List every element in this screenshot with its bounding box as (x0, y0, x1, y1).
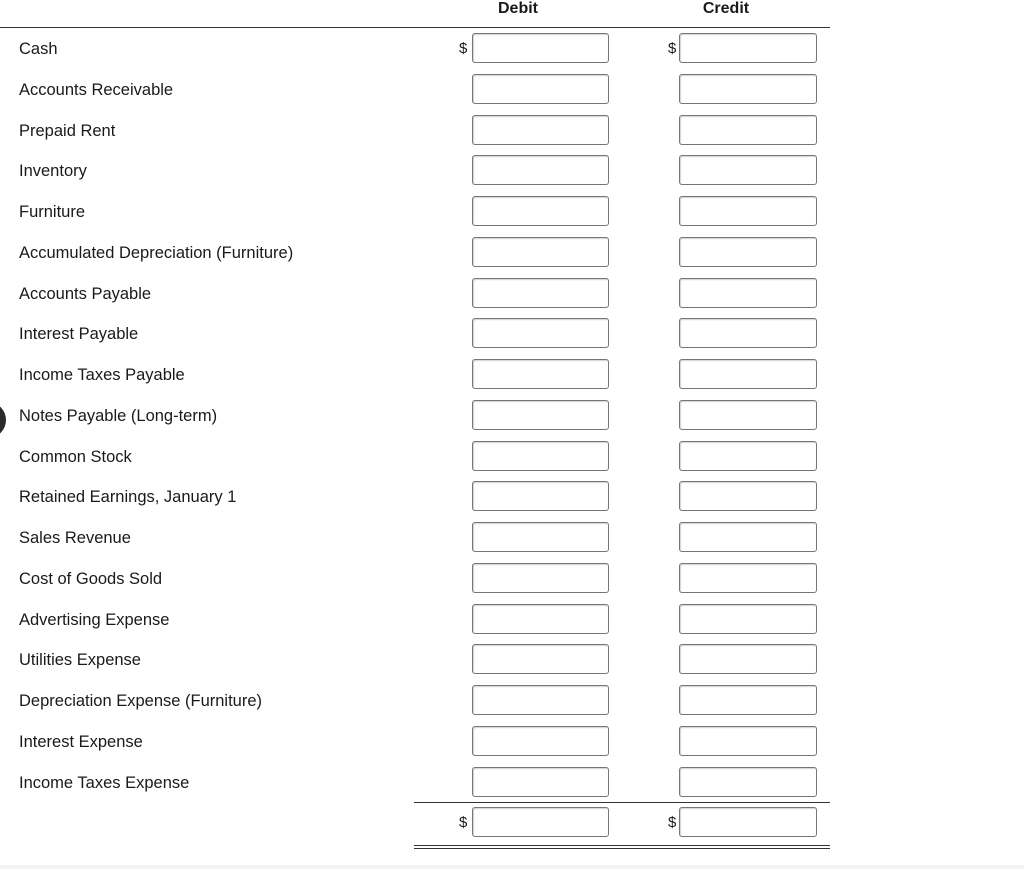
credit-input[interactable] (679, 604, 817, 634)
credit-input[interactable] (679, 726, 817, 756)
account-row (0, 29, 830, 69)
debit-input[interactable] (472, 441, 609, 471)
account-row (0, 477, 830, 517)
account-label: Advertising Expense (19, 610, 170, 629)
debit-input[interactable] (472, 115, 609, 145)
credit-input[interactable] (679, 522, 817, 552)
credit-input[interactable] (679, 563, 817, 593)
account-label: Retained Earnings, January 1 (19, 488, 237, 507)
account-row (0, 763, 830, 803)
credit-input[interactable] (679, 196, 817, 226)
account-row (0, 722, 830, 762)
credit-input[interactable] (679, 33, 817, 63)
credit-input[interactable] (679, 400, 817, 430)
account-label: Sales Revenue (19, 529, 131, 547)
account-row (0, 640, 830, 680)
credit-column-header: Credit (702, 0, 750, 17)
debit-input[interactable] (472, 74, 609, 104)
account-row (0, 314, 830, 354)
debit-input[interactable] (472, 563, 609, 593)
account-row (0, 681, 830, 721)
account-row (0, 70, 830, 110)
credit-currency-symbol: $ (668, 40, 677, 57)
debit-input[interactable] (472, 318, 609, 348)
debit-input[interactable] (472, 33, 609, 63)
account-label: Common Stock (19, 447, 132, 466)
account-label: Income Taxes Expense (19, 773, 190, 792)
account-row (0, 518, 830, 558)
credit-input[interactable] (679, 74, 817, 104)
account-label: Utilities Expense (19, 651, 141, 670)
credit-input[interactable] (679, 441, 817, 471)
account-row (0, 274, 830, 314)
account-row (0, 559, 830, 599)
account-row (0, 151, 830, 191)
account-label: Income Taxes Payable (19, 366, 185, 384)
debit-input[interactable] (472, 155, 609, 185)
credit-input[interactable] (679, 359, 817, 389)
account-label: Accumulated Depreciation (Furniture) (19, 243, 294, 262)
debit-input[interactable] (472, 237, 609, 267)
account-label: Accounts Payable (19, 284, 152, 303)
debit-input[interactable] (472, 196, 609, 226)
account-row (0, 600, 830, 640)
credit-input[interactable] (679, 115, 817, 145)
account-label: Interest Expense (19, 732, 143, 751)
total-credit-input[interactable] (679, 807, 817, 837)
credit-input[interactable] (679, 155, 817, 185)
debit-input[interactable] (472, 400, 609, 430)
total-credit-currency-symbol: $ (668, 814, 677, 831)
header-divider (0, 27, 830, 28)
account-label: Prepaid Rent (19, 121, 116, 140)
debit-input[interactable] (472, 359, 609, 389)
credit-input[interactable] (679, 278, 817, 308)
debit-input[interactable] (472, 604, 609, 634)
account-label: Interest Payable (19, 325, 139, 344)
debit-currency-symbol: $ (459, 40, 468, 57)
account-label: Depreciation Expense (Furniture) (19, 692, 263, 710)
credit-input[interactable] (679, 644, 817, 674)
account-label: Inventory (19, 162, 87, 181)
account-label: Notes Payable (Long-term) (19, 406, 218, 425)
credit-input[interactable] (679, 318, 817, 348)
debit-input[interactable] (472, 481, 609, 511)
debit-column-header: Debit (498, 0, 538, 17)
total-double-underline (414, 845, 830, 849)
total-debit-currency-symbol: $ (459, 814, 468, 831)
account-label: Accounts Receivable (19, 80, 174, 99)
debit-input[interactable] (472, 726, 609, 756)
account-label: Cost of Goods Sold (19, 569, 163, 588)
credit-input[interactable] (679, 767, 817, 797)
debit-input[interactable] (472, 522, 609, 552)
debit-input[interactable] (472, 644, 609, 674)
total-debit-input[interactable] (472, 807, 609, 837)
account-label: Cash (19, 40, 58, 58)
bottom-strip (0, 865, 1024, 869)
debit-input[interactable] (472, 685, 609, 715)
account-row (0, 396, 830, 436)
account-row (0, 437, 830, 477)
credit-input[interactable] (679, 685, 817, 715)
debit-input[interactable] (472, 278, 609, 308)
credit-input[interactable] (679, 237, 817, 267)
account-row (0, 111, 830, 151)
account-row (0, 233, 830, 273)
debit-input[interactable] (472, 767, 609, 797)
total-row (0, 803, 830, 843)
account-row (0, 355, 830, 395)
account-label: Furniture (19, 203, 86, 221)
account-row (0, 192, 830, 232)
credit-input[interactable] (679, 481, 817, 511)
